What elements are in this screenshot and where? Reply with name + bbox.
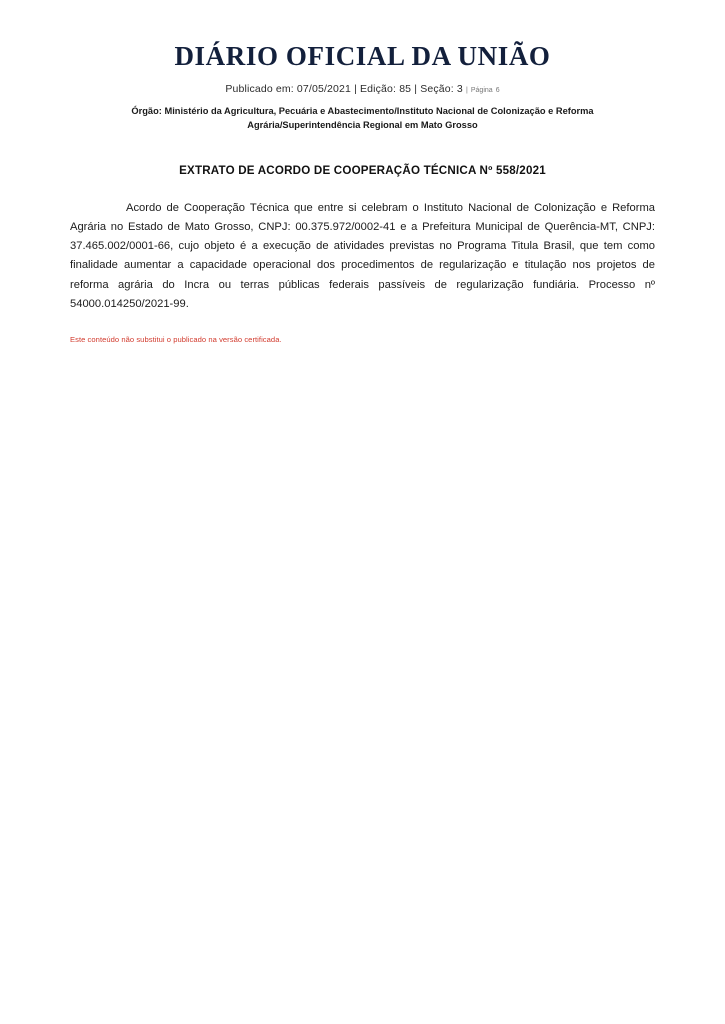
separator-1: | <box>354 82 357 95</box>
masthead <box>0 0 725 133</box>
body-paragraph: Acordo de Cooperação Técnica que entre si celebram o Instituto Nacional de Colonização e Reforma Agrária no Estado de Mato Grosso, CNPJ: 00.375.972/0002-41 e a Prefeitura Municipal de Querência-MT, CNPJ: 37.465.002/0001-66, cujo objeto é a execução de atividades previstas no Programa Titula Brasil, que tem como finalidade aumentar a capacidade operacional dos procedimentos de regularização e titulação nos projetos de reforma agrária do Incra ou terras públicas federais passíveis de regularização fundiária. Processo nº 54000.014250/2021-99. <box>70 201 655 310</box>
disclaimer-note: Este conteúdo não substitui o publicado na versão certificada. <box>70 335 282 345</box>
publication-published <box>225 83 354 95</box>
organ-info <box>113 104 613 133</box>
edition-value: 85 <box>399 82 412 95</box>
section-value: 3 <box>456 82 463 95</box>
section-label: Seção: <box>420 82 454 95</box>
edition-label: Edição: <box>360 82 397 95</box>
organ-line-1: Órgão: Ministério da Agricultura, Pecuária e Abastecimento/Instituto Nacional de Colonização e Reforma <box>131 105 594 116</box>
separator-2: | <box>414 82 418 95</box>
published-date: 07/05/2021 <box>296 82 351 95</box>
publication-edition <box>360 83 414 95</box>
page-number: 6 <box>495 86 500 94</box>
publication-info <box>0 83 725 95</box>
published-label: Publicado em: <box>225 82 294 95</box>
document-body <box>70 199 655 315</box>
separator-3: | <box>465 86 468 94</box>
document-title: EXTRATO DE ACORDO DE COOPERAÇÃO TÉCNICA Nº 558/2021 <box>179 163 546 177</box>
organ-line-2: Agrária/Superintendência Regional em Mato Grosso <box>247 120 478 131</box>
publication-section <box>420 83 466 95</box>
page-title: DIÁRIO OFICIAL DA UNIÃO <box>174 41 551 71</box>
page-label: Página <box>470 86 493 94</box>
